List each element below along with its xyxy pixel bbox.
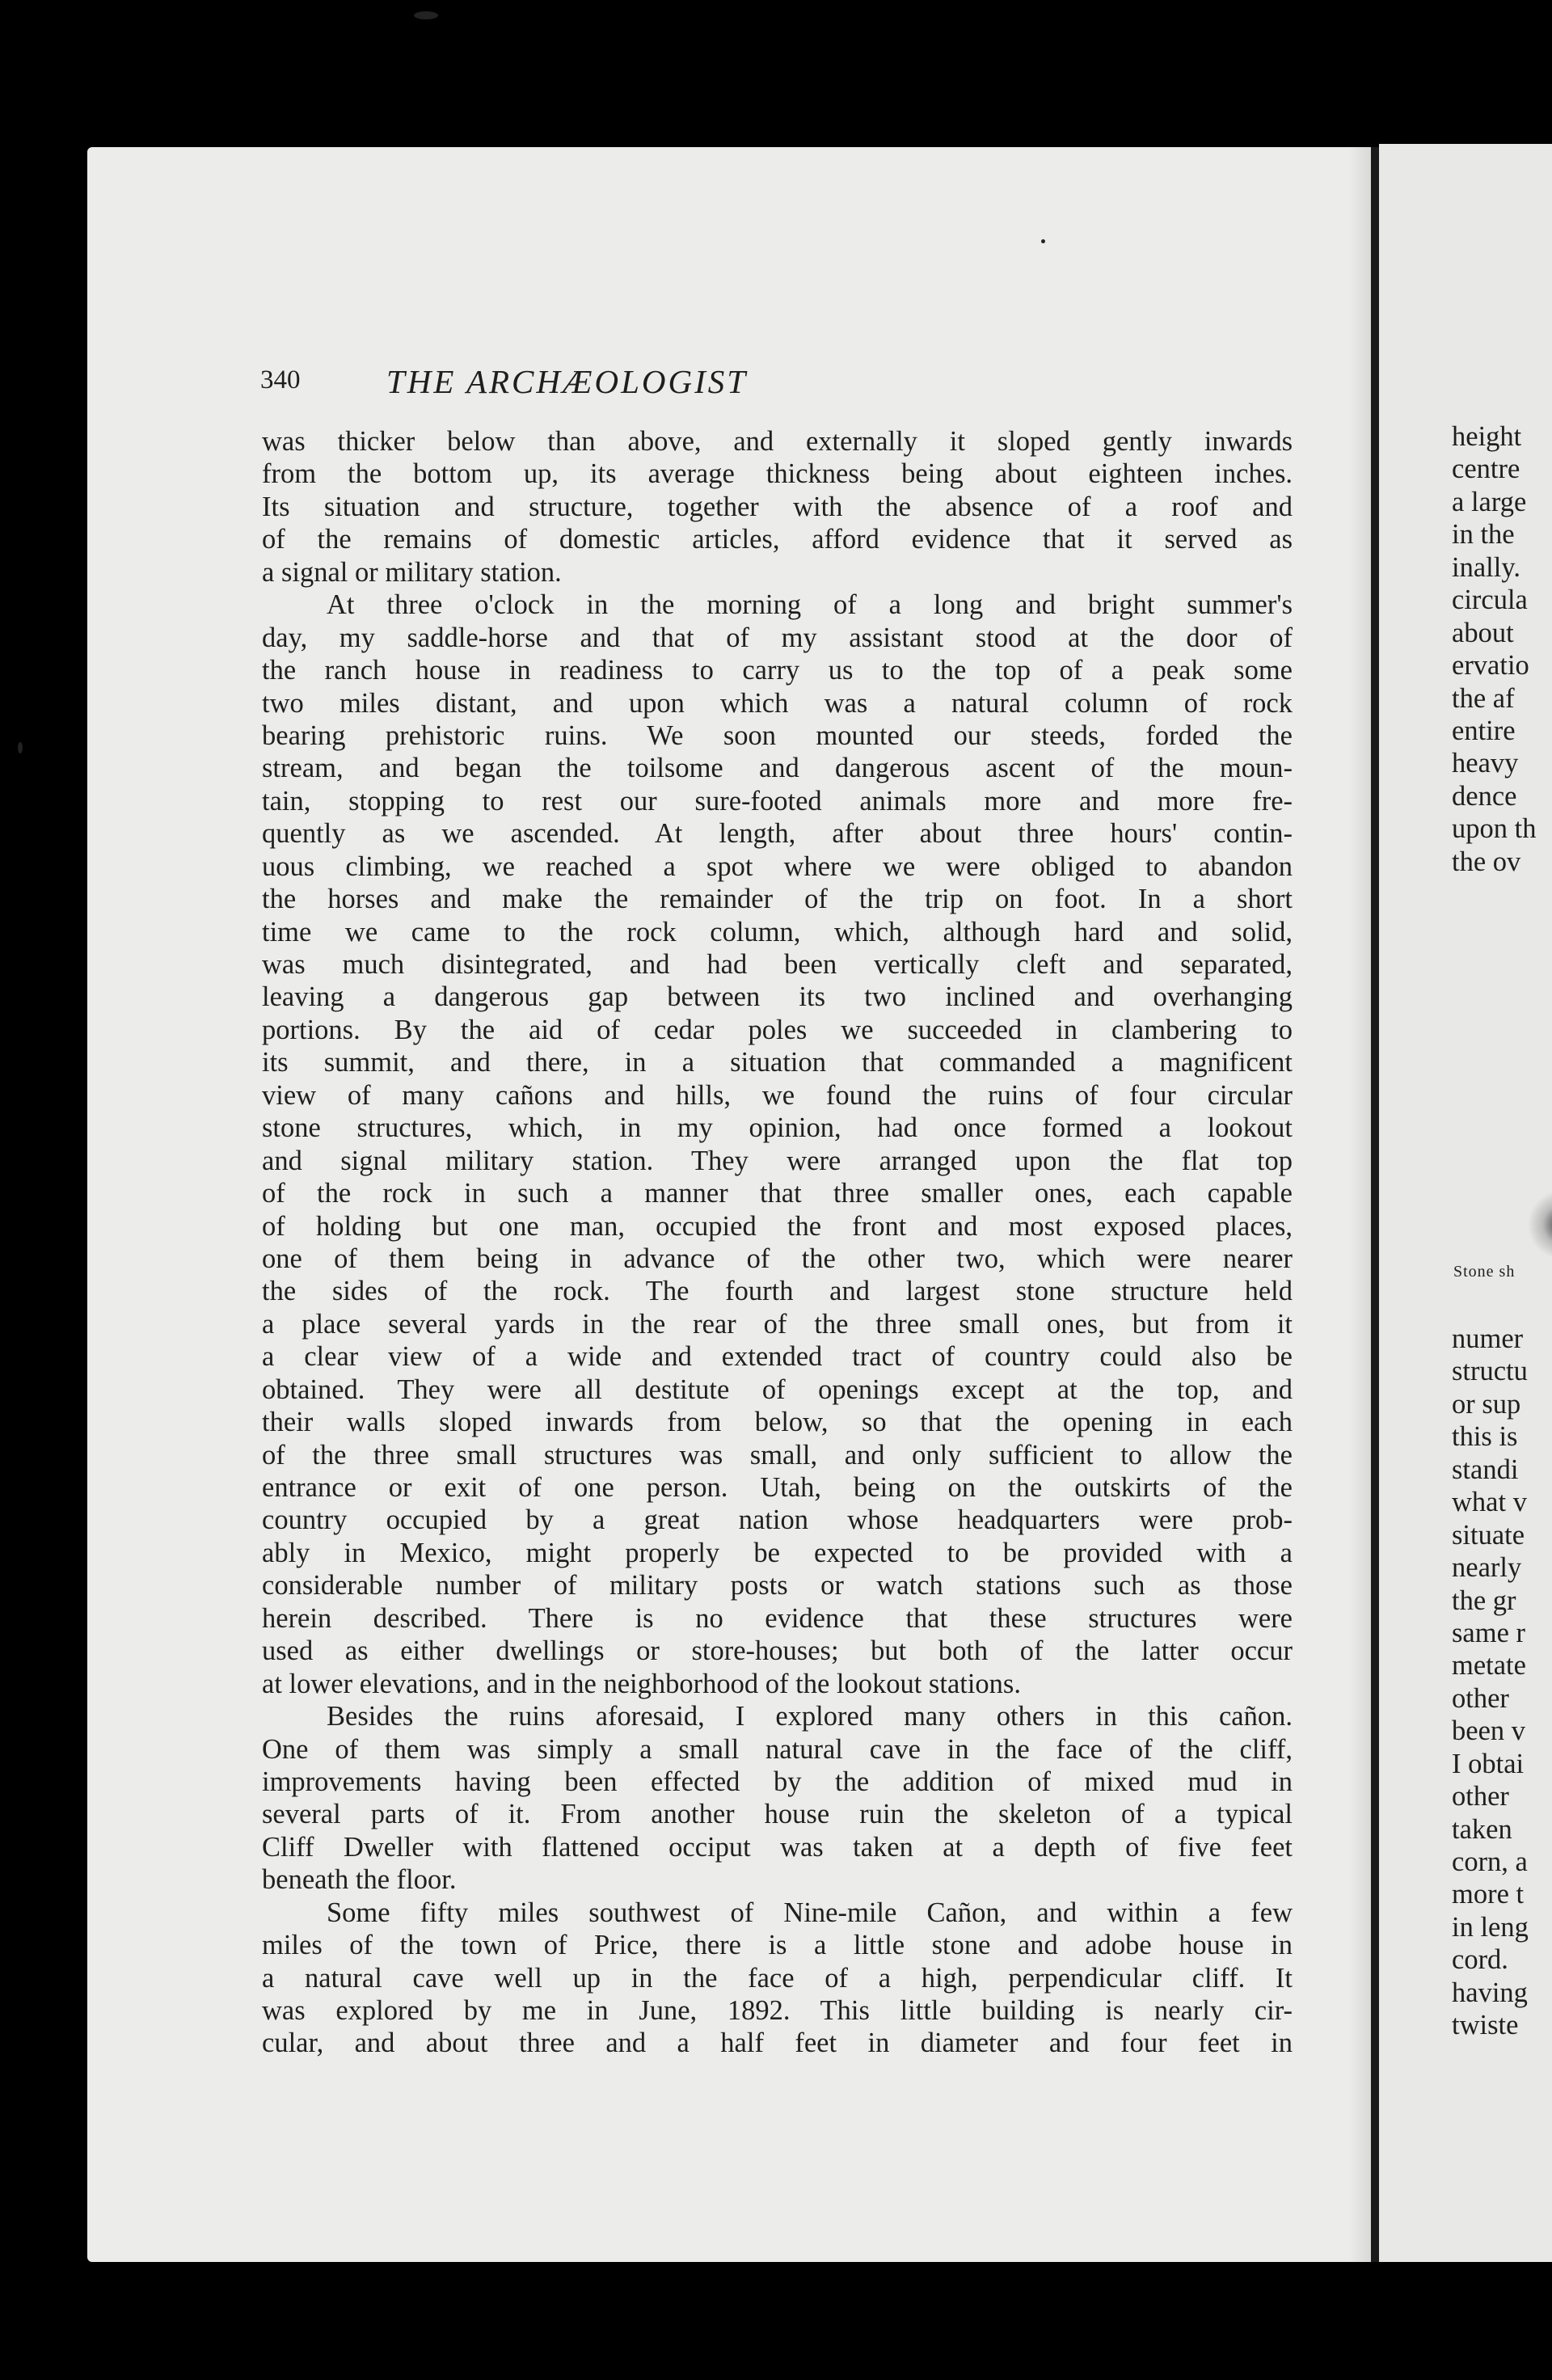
next-page-line: structu [1452, 1356, 1528, 1387]
text-line: view of many cañons and hills, we found the ruins of four circular [262, 1079, 1293, 1111]
text-line: a natural cave well up in the face of a high, perpendicular cliff. It [262, 1962, 1293, 1994]
next-page-line: numer [1452, 1323, 1524, 1354]
next-page-line: entire [1452, 715, 1516, 746]
text-line: at lower elevations, and in the neighborhood of the lookout stations. [262, 1668, 1021, 1699]
text-line: beneath the floor. [262, 1864, 457, 1896]
next-page-line: about [1452, 617, 1514, 648]
text-line: obtained. They were all destitute of openings except at the top, and [262, 1374, 1293, 1405]
text-line: a clear view of a wide and extended tract of country could also be [262, 1341, 1293, 1373]
text-line: time we came to the rock column, which, although hard and solid, [262, 916, 1293, 947]
text-line: the horses and make the remainder of the trip on foot. In a short [262, 884, 1293, 915]
next-page-line: a large [1452, 486, 1527, 517]
book-page-right-partial [1379, 144, 1552, 2262]
page-number: 340 [260, 365, 301, 395]
text-line: entrance or exit of one person. Utah, being on the outskirts of the [262, 1472, 1293, 1503]
next-page-line: inally. [1452, 551, 1520, 583]
next-page-line: upon th [1452, 813, 1537, 845]
text-line: of the remains of domestic articles, afford evidence that it served as [262, 524, 1293, 555]
book-gutter [1371, 147, 1379, 2262]
text-line: bearing prehistoric ruins. We soon mounted our steeds, forded the [262, 719, 1293, 751]
text-line: portions. By the aid of cedar poles we succeeded in clambering to [262, 1014, 1293, 1045]
body-text [262, 425, 1293, 2060]
text-line: and signal military station. They were arranged upon the flat top [262, 1145, 1293, 1176]
next-page-line: the gr [1452, 1585, 1516, 1616]
text-line: was thicker below than above, and externally it sloped gently inwards [262, 426, 1293, 457]
next-page-line: centre [1452, 454, 1520, 485]
dust-speck [1041, 239, 1045, 243]
next-page-line: or sup [1452, 1388, 1521, 1420]
text-line: its summit, and there, in a situation that commanded a magnificent [262, 1047, 1293, 1078]
next-page-line: same r [1452, 1617, 1526, 1648]
next-page-line: other [1452, 1682, 1509, 1714]
text-line: several parts of it. From another house ruin the skeleton of a typical [262, 1799, 1293, 1830]
text-line: day, my saddle-horse and that of my assistant stood at the door of [262, 622, 1293, 653]
dust-speck [18, 742, 23, 753]
next-page-line: in leng [1452, 1911, 1529, 1943]
next-page-line: standi [1452, 1454, 1519, 1485]
text-line: uous climbing, we reached a spot where we were obliged to abandon [262, 850, 1293, 882]
next-page-line: heavy [1452, 748, 1519, 779]
text-line: tain, stopping to rest our sure-footed animals more and more fre- [262, 785, 1293, 817]
text-line: Besides the ruins aforesaid, I explored many others in this cañon. [327, 1701, 1293, 1732]
text-line: one of them being in advance of the other two, which were nearer [262, 1243, 1293, 1274]
next-page-line: more t [1452, 1879, 1525, 1910]
text-line: Its situation and structure, together with the absence of a roof and [262, 491, 1293, 522]
text-line: ably in Mexico, might properly be expected to be provided with a [262, 1537, 1293, 1568]
text-line: of the three small structures was small, and only sufficient to allow the [262, 1439, 1293, 1471]
next-page-line: I obtai [1452, 1748, 1525, 1779]
page-header [260, 365, 1303, 406]
text-line: Cliff Dweller with flattened occiput was taken at a depth of five feet [262, 1831, 1293, 1863]
text-line: their walls sloped inwards from below, so that the opening in each [262, 1407, 1293, 1438]
next-page-line: cord. [1452, 1944, 1508, 1976]
next-page-line: corn, a [1452, 1846, 1528, 1877]
next-page-line: the af [1452, 682, 1515, 714]
text-line: the sides of the rock. The fourth and largest stone structure held [262, 1276, 1293, 1307]
page-edge-shadow [1348, 147, 1371, 2262]
next-page-line: taken [1452, 1813, 1512, 1845]
next-page-line: nearly [1452, 1552, 1522, 1584]
text-line: of holding but one man, occupied the front and most exposed places, [262, 1210, 1293, 1242]
text-line: of the rock in such a manner that three smaller ones, each capable [262, 1178, 1293, 1209]
next-page-text-bottom [1452, 1323, 1529, 2042]
next-page-line: metate [1452, 1650, 1526, 1682]
text-line: from the bottom up, its average thickness being about eighteen inches. [262, 458, 1293, 490]
next-page-line: having [1452, 1977, 1528, 2008]
running-title: THE ARCHÆOLOGIST [386, 363, 749, 400]
figure-fragment [1529, 1188, 1552, 1261]
next-page-line: height [1452, 421, 1522, 452]
text-line: quently as we ascended. At length, after about three hours' contin- [262, 818, 1293, 850]
text-line: a signal or military station. [262, 556, 562, 588]
next-page-line: ervatio [1452, 650, 1529, 682]
text-line: the ranch house in readiness to carry us to the top of a peak some [262, 655, 1293, 686]
dust-speck [414, 11, 438, 19]
next-page-line: in the [1452, 519, 1515, 551]
next-page-line: dence [1452, 780, 1517, 812]
text-line: At three o'clock in the morning of a long and bright summer's [327, 589, 1293, 621]
text-line: a place several yards in the rear of the three small ones, but from it [262, 1308, 1293, 1340]
text-line: was explored by me in June, 1892. This little building is nearly cir- [262, 1995, 1293, 2026]
text-line: used as either dwellings or store-houses; but both of the latter occur [262, 1635, 1293, 1667]
text-line: leaving a dangerous gap between its two inclined and overhanging [262, 981, 1293, 1013]
text-line: cular, and about three and a half feet in diameter and four feet in [262, 2028, 1293, 2059]
text-line: was much disintegrated, and had been vertically cleft and separated, [262, 949, 1293, 980]
next-page-line: other [1452, 1781, 1509, 1812]
text-line: stream, and began the toilsome and dangerous ascent of the moun- [262, 753, 1293, 784]
next-page-caption: Stone sh [1453, 1263, 1516, 1281]
text-line: stone structures, which, in my opinion, had once formed a lookout [262, 1112, 1293, 1144]
text-line: country occupied by a great nation whose headquarters were prob- [262, 1504, 1293, 1536]
next-page-line: the ov [1452, 846, 1521, 877]
next-page-line: what v [1452, 1487, 1527, 1518]
next-page-line: twiste [1452, 2010, 1519, 2041]
text-line: herein described. There is no evidence that these structures were [262, 1602, 1293, 1634]
text-line: improvements having been effected by the addition of mixed mud in [262, 1766, 1293, 1797]
text-line: Some fifty miles southwest of Nine-mile Cañon, and within a few [327, 1897, 1293, 1928]
next-page-text-top [1452, 420, 1536, 878]
text-line: miles of the town of Price, there is a little stone and adobe house in [262, 1930, 1293, 1961]
text-line: One of them was simply a small natural cave in the face of the cliff, [262, 1733, 1293, 1765]
next-page-line: situate [1452, 1519, 1525, 1551]
text-line: considerable number of military posts or watch stations such as those [262, 1570, 1293, 1601]
next-page-line: been v [1452, 1715, 1526, 1747]
next-page-line: this is [1452, 1421, 1518, 1453]
text-line: two miles distant, and upon which was a natural column of rock [262, 687, 1293, 719]
next-page-line: circula [1452, 584, 1528, 616]
